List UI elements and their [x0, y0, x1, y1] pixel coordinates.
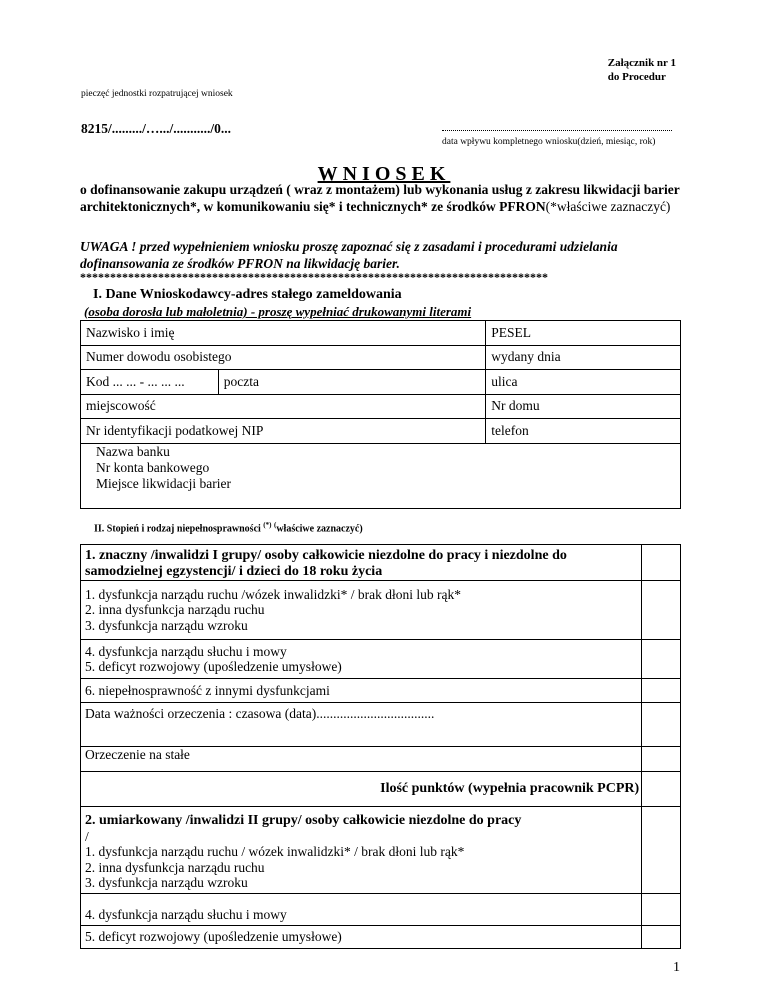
checkbox-cell[interactable] — [642, 807, 681, 894]
table-row — [81, 370, 681, 395]
list-item: 4. dysfunkcja narządu słuchu i mowy — [85, 643, 287, 659]
checkbox-cell[interactable] — [642, 894, 681, 926]
group1-points: Ilość punktów (wypełnia pracownik PCPR) — [81, 772, 642, 807]
list-item: 2. inna dysfunkcja narządu ruchu — [85, 602, 265, 618]
post-office-field[interactable]: poczta — [218, 370, 486, 395]
checkbox-cell[interactable] — [642, 747, 681, 772]
separator: ****************************************************************************** — [80, 270, 548, 284]
points-cell[interactable] — [642, 772, 681, 807]
street-field[interactable]: ulica — [486, 370, 681, 395]
table-row — [81, 545, 681, 581]
bank-block[interactable] — [81, 443, 681, 508]
nip-field[interactable]: Nr identyfikacji podatkowej NIP — [81, 419, 486, 444]
table-row — [81, 581, 681, 640]
table-row — [81, 345, 681, 370]
city-field[interactable]: miejscowość — [81, 394, 486, 419]
name-field[interactable]: Nazwisko i imię — [81, 321, 486, 346]
table-row — [81, 703, 681, 747]
table-row — [81, 394, 681, 419]
postal-code-field[interactable]: Kod ... ... - ... ... ... — [81, 370, 219, 395]
section2-heading — [94, 521, 363, 534]
pesel-field[interactable]: PESEL — [486, 321, 681, 346]
id-number-field[interactable]: Numer dowodu osobistego — [81, 345, 486, 370]
table-row — [81, 443, 681, 508]
list-item: 1. dysfunkcja narządu ruchu /wózek inwalidzki* / brak dłoni lub rąk* — [85, 586, 462, 602]
stamp-label: pieczęć jednostki rozpatrującej wniosek — [81, 89, 233, 99]
group2-slash: / — [85, 828, 89, 844]
bank-name-field: Nazwa banku — [96, 443, 170, 459]
group1-heading: 1. znaczny /inwalidzi I grupy/ osoby całkowicie niezdolne do pracy i niezdolne do samodzielnej egzystencji/ i dzieci do 18 roku życia — [81, 545, 642, 581]
group2-item-5: 5. deficyt rozwojowy (upośledzenie umysłowe) — [81, 926, 642, 949]
attachment-line2: do Procedur — [607, 71, 666, 83]
list-item: 2. inna dysfunkcja narządu ruchu — [85, 859, 265, 875]
warning-text: UWAGA ! przed wypełnieniem wniosku proszę zapoznać się z zasadami i procedurami udzielania dofinansowania ze środków PFRON na likwidację barier. — [80, 239, 618, 271]
section1-heading: I. Dane Wnioskodawcy-adres stałego zameldowania — [93, 287, 402, 302]
disability-table — [80, 544, 681, 949]
checkbox-cell[interactable] — [642, 679, 681, 703]
subtitle-note: (*właściwe zaznaczyć) — [545, 199, 671, 214]
subtitle-text: o dofinansowanie zakupu urządzeń ( wraz z montażem) lub wykonania usług z zakresu likwidacji barier architektonicznych*, w komunikowaniu się* i technicznych* ze środków PFRON — [80, 182, 680, 214]
group2-block — [81, 807, 642, 894]
section2-heading-text: II. Stopień i rodzaj niepełnosprawności — [94, 523, 261, 535]
barrier-location-field: Miejsce likwidacji barier — [96, 475, 231, 491]
group2-heading: 2. umiarkowany /inwalidzi II grupy/ osoby całkowicie niezdolne do pracy — [85, 813, 522, 828]
list-item: 5. deficyt rozwojowy (upośledzenie umysłowe) — [85, 659, 342, 674]
section2-sup1: (*) — [263, 521, 272, 529]
checkbox-cell[interactable] — [642, 926, 681, 949]
table-row — [81, 772, 681, 807]
list-item: 3. dysfunkcja narządu wzroku — [85, 875, 248, 890]
attachment-label — [608, 56, 676, 84]
house-number-field[interactable]: Nr domu — [486, 394, 681, 419]
table-row — [81, 747, 681, 772]
table-row — [81, 679, 681, 703]
table-row — [81, 321, 681, 346]
subtitle — [80, 181, 690, 215]
group2-item-4: 4. dysfunkcja narządu słuchu i mowy — [81, 894, 642, 926]
table-row — [81, 894, 681, 926]
receipt-date-label: data wpływu kompletnego wniosku(dzień, miesiąc, rok) — [442, 137, 656, 147]
checkbox-cell[interactable] — [642, 581, 681, 640]
list-item: 3. dysfunkcja narządu wzroku — [85, 617, 248, 633]
applicant-data-table — [80, 320, 681, 509]
group1-validity[interactable]: Data ważności orzeczenia : czasowa (data)................................... — [81, 703, 642, 747]
page-title: WNIOSEK — [317, 163, 451, 185]
issued-date-field[interactable]: wydany dnia — [486, 345, 681, 370]
checkbox-cell[interactable] — [642, 545, 681, 581]
attachment-line1: Załącznik nr 1 — [607, 57, 676, 69]
table-row — [81, 926, 681, 949]
section2-sup2: ( — [273, 521, 277, 529]
receipt-date-line — [442, 124, 672, 131]
group1-items-b — [81, 640, 642, 679]
group1-permanent: Orzeczenie na stałe — [81, 747, 642, 772]
bank-account-field: Nr konta bankowego — [96, 459, 210, 475]
group1-items-a — [81, 581, 642, 640]
list-item: 1. dysfunkcja narządu ruchu / wózek inwalidzki* / brak dłoni lub rąk* — [85, 844, 465, 859]
phone-field[interactable]: telefon — [486, 419, 681, 444]
table-row — [81, 640, 681, 679]
group1-item-6: 6. niepełnosprawność z innymi dysfunkcjami — [81, 679, 642, 703]
checkbox-cell[interactable] — [642, 703, 681, 747]
page-number: 1 — [673, 960, 680, 975]
table-row — [81, 807, 681, 894]
section1-subheading: (osoba dorosła lub małoletnia) - proszę wypełniać drukowanymi literami — [84, 304, 472, 319]
section2-note: właściwe zaznaczyć) — [276, 523, 363, 535]
table-row — [81, 419, 681, 444]
reference-number: 8215/........./….../.........../0... — [81, 121, 232, 136]
checkbox-cell[interactable] — [642, 640, 681, 679]
